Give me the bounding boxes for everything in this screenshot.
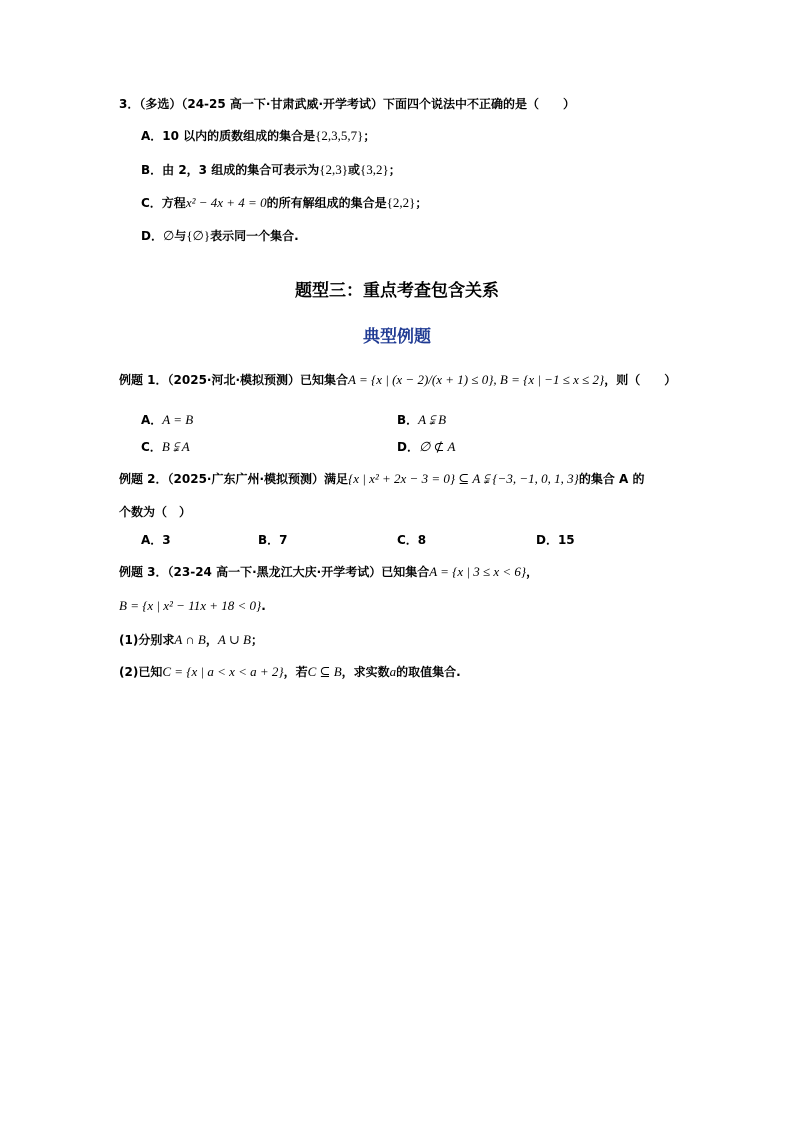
example-1-option-b: [397, 412, 446, 428]
example-1-stem: [119, 372, 676, 388]
q3-option-d-set2: {∅}: [186, 228, 211, 243]
q3-option-c-equation: x² − 4x + 4 = 0: [185, 195, 267, 210]
example-1-option-b-math: A ⫋ B: [418, 412, 447, 427]
example-1-option-d: [397, 439, 455, 455]
example-3-set-b: B = {x | x² − 11x + 18 < 0}: [119, 598, 262, 613]
q3-option-d-label: D．: [141, 229, 163, 243]
example-3-part-2-condition: C ⊆ B: [307, 664, 342, 679]
example-1-option-a: [141, 412, 193, 428]
section-title: 题型三：重点考查包含关系: [295, 281, 499, 301]
example-3-part-2-set-c: C = {x | a < x < a + 2}: [162, 664, 284, 679]
example-3-part-1-end: ；: [250, 633, 263, 647]
example-1-set-a: A = {x | (x − 2)/(x + 1) ≤ 0}: [348, 372, 494, 387]
example-1-option-a-label: A．: [141, 413, 163, 427]
q3-option-a-end: ；: [363, 129, 376, 143]
q3-option-a: [141, 128, 375, 144]
example-3-set-a: A = {x | 3 ≤ x < 6}: [429, 564, 527, 579]
q3-option-c-end: ；: [415, 196, 428, 210]
example-2-option-d: D．15: [536, 533, 575, 547]
example-3-part-1-union: A ∪ B: [217, 632, 251, 647]
example-3-set-b-end: .: [261, 599, 266, 613]
section-subtitle: 典型例题: [363, 327, 431, 347]
example-3-part-2: [119, 664, 461, 680]
q3-option-b-or: 或: [347, 163, 360, 177]
example-2-option-c: C．8: [397, 533, 427, 547]
q3-option-a-set: {2,3,5,7}: [315, 128, 364, 143]
example-2-stem: [119, 471, 644, 487]
q3-option-b-set1: {2,3}: [319, 162, 348, 177]
q3-option-b: [141, 162, 401, 178]
q3-option-d-set1: ∅: [162, 228, 175, 243]
example-3-label: 例题 3．（23-24 高一下·黑龙江大庆·开学考试）已知集合: [119, 565, 430, 579]
example-2-line-2: 个数为（ ）: [119, 505, 192, 519]
example-3-stem: [119, 564, 538, 580]
example-3-part-1-sep: ，: [205, 633, 218, 647]
q3-option-c-label: C．方程: [141, 196, 186, 210]
example-2-math: {x | x² + 2x − 3 = 0} ⊆ A ⫋ {−3, −1, 0, 1, 3}: [348, 471, 579, 486]
q3-option-b-end: ；: [388, 163, 401, 177]
example-1-option-c: [141, 439, 190, 455]
example-1-end: ，则（ ）: [604, 373, 677, 387]
example-2-end: 的集合 A 的: [578, 472, 645, 486]
q3-option-b-set2: {3,2}: [359, 162, 389, 177]
example-3-part-2-mid2: ，求实数: [341, 665, 390, 679]
example-3-set-a-end: ，: [526, 565, 539, 579]
q3-stem: [119, 96, 575, 112]
example-2-label: 例题 2．（2025·广东广州·模拟预测）满足: [119, 472, 349, 486]
example-1-option-c-math: B ⫋ A: [161, 439, 190, 454]
q3-option-a-label: A．10 以内的质数组成的集合是: [141, 129, 316, 143]
example-1-option-d-math: ∅ ⊄ A: [418, 439, 456, 454]
example-3-part-1-label: (1)分别求: [119, 633, 175, 647]
q3-option-d-mid: 与: [174, 229, 187, 243]
example-2-option-b: B．7: [258, 533, 288, 547]
q3-option-b-label: B．由 2，3 组成的集合可表示为: [141, 163, 320, 177]
example-3-set-b-line: [119, 598, 266, 614]
q3-option-c-mid: 的所有解组成的集合是: [266, 196, 387, 210]
example-3-part-1: [119, 632, 263, 648]
example-1-option-a-math: A = B: [162, 412, 194, 427]
q3-option-d-end: 表示同一个集合.: [210, 229, 299, 243]
example-1-label: 例题 1．（2025·河北·模拟预测）已知集合: [119, 373, 349, 387]
example-1-option-c-label: C．: [141, 440, 162, 454]
example-2-option-a: A．3: [141, 533, 171, 547]
q3-option-c-set: {2,2}: [386, 195, 416, 210]
example-3-part-2-label: (2)已知: [119, 665, 163, 679]
example-1-option-d-label: D．: [397, 440, 419, 454]
example-3-part-2-variable: a: [389, 664, 397, 679]
q3-option-c: [141, 195, 427, 211]
example-3-part-2-end: 的取值集合.: [396, 665, 461, 679]
q3-option-d: [141, 228, 299, 244]
example-1-option-b-label: B．: [397, 413, 419, 427]
example-3-part-2-mid: ，若: [283, 665, 308, 679]
q3-stem-text: 3．（多选）（24-25 高一下·甘肃武威·开学考试）下面四个说法中不正确的是（ ）: [119, 97, 576, 111]
example-1-set-b: , B = {x | −1 ≤ x ≤ 2}: [493, 372, 605, 387]
example-3-part-1-intersection: A ∩ B: [174, 632, 206, 647]
